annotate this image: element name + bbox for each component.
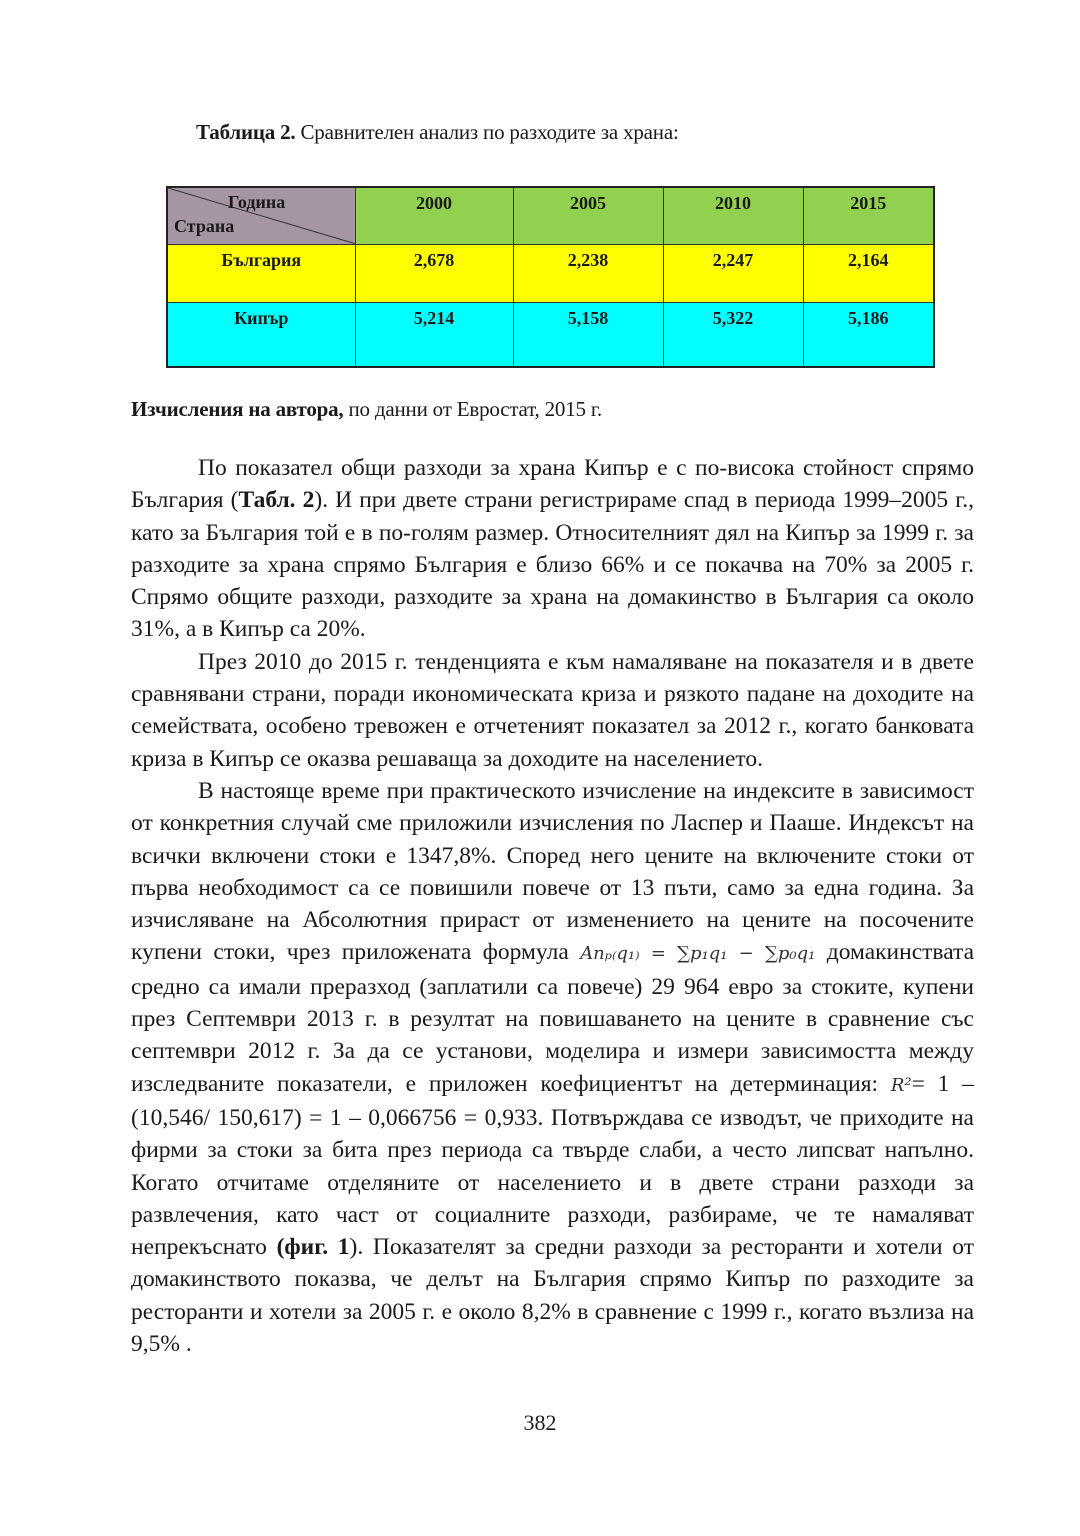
table-corner-cell — [167, 187, 355, 244]
year-header: 2010 — [663, 187, 803, 244]
page-number: 382 — [523, 1410, 557, 1435]
value-cell: 5,186 — [803, 302, 934, 367]
country-cell: Кипър — [167, 302, 355, 367]
value-cell: 5,322 — [663, 302, 803, 367]
paragraph-text: По показател общи разходи за храна Кипър е с по-висока стойност спрямо България ( — [131, 455, 974, 514]
figure-reference: (фиг. 1 — [276, 1234, 350, 1261]
year-header: 2015 — [803, 187, 934, 244]
source-text: по данни от Евростат, 2015 г. — [343, 397, 602, 421]
table-source-note — [131, 397, 602, 422]
source-label: Изчисления на автора, — [131, 397, 344, 421]
table-header-row — [167, 187, 934, 244]
table-reference: Табл. 2 — [238, 487, 315, 514]
paragraph-text: ). Показателят за средни разходи за ресторанти и хотели от домакинството показва, че делът на България спрямо Кипър по разходите за ресторанти и хотели за 2005 г. е около 8,2% в сравнение с 1999 г., когато възлиза на 9,5% . — [131, 1234, 974, 1358]
country-cell: България — [167, 244, 355, 302]
value-cell: 2,238 — [513, 244, 663, 302]
body-text — [131, 452, 974, 1360]
year-header: 2000 — [355, 187, 513, 244]
paragraph-2: През 2010 до 2015 г. тенденцията е към намаляване на показателя и в двете сравнявани страни, поради икономическата криза и рязкото падане на доходите на семействата, особено тревожен е отчетеният показател за 2012 г., когато банковата криза в Кипър се оказва решаваща за доходите на населението. — [131, 648, 974, 772]
table-row-bulgaria — [167, 244, 934, 302]
value-cell: 2,678 — [355, 244, 513, 302]
paragraph-text: домакинствата средно са имали преразход (заплатили са повече) 29 964 евро за стоките, купени през Септември 2013 г. в резултат на повишаването на цените в сравнение със септември 2012 г. За да се установи, моделира и измери зависимостта между изследваните показатели, е приложен коефициентът на детерминация: — [131, 939, 975, 1097]
table-caption-label: Таблица 2. — [196, 120, 296, 144]
table-caption-text: Сравнителен анализ по разходите за храна: — [295, 120, 679, 144]
r-squared-symbol: R² — [890, 1074, 912, 1096]
paragraph-text: В настояще време при практическото изчисление на индексите в зависимост от конкретния случай сме приложили изчисления по Ласпер и Пааше. Индексът на всички включени стоки е 1347,8%. Според него цените на включените стоки от първа необходимост са се повишили повече от 13 пъти, само за една година. За изчисляване на Абсолютния прираст от изменението на цените на посочените купени стоки, чрез приложената формула — [131, 777, 974, 966]
value-cell: 5,214 — [355, 302, 513, 367]
value-cell: 2,164 — [803, 244, 934, 302]
table-row-cyprus — [167, 302, 934, 367]
food-expenses-table — [166, 186, 935, 368]
year-header: 2005 — [513, 187, 663, 244]
value-cell: 2,247 — [663, 244, 803, 302]
table-caption — [196, 120, 679, 145]
absolute-growth-formula: Anₚ₍q₁₎ = ∑p₁q₁ − ∑p₀q₁ — [580, 943, 816, 965]
paragraph-1 — [131, 452, 974, 646]
value-cell: 5,158 — [513, 302, 663, 367]
corner-label-country: Страна — [174, 216, 235, 236]
corner-label-year: Година — [228, 192, 286, 212]
paragraph-3 — [131, 775, 974, 1360]
paragraph-text: = 1 – (10,546/ 150,617) = 1 – 0,066756 = 0,933. Потвърждава се изводът, че приходите на фирми за стоки за бита през периода са твърде слаби, а често липсват напълно. Когато отчитаме отделяните от населението и в двете страни разходи за развлечения, като част от социалните разходи, разбираме, че те намаляват непрекъснато — [131, 1070, 974, 1261]
paragraph-text: ). И при двете страни регистрираме спад в периода 1999–2005 г., като за България той е в по-голям размер. Относителният дял на Кипър за 1999 г. за разходите за храна спрямо България е близо 66% и се покачва на 70% за 2005 г. Спрямо общите разходи, разходите за храна на домакинство в България са около 31%, а в Кипър са 20%. — [131, 487, 974, 643]
